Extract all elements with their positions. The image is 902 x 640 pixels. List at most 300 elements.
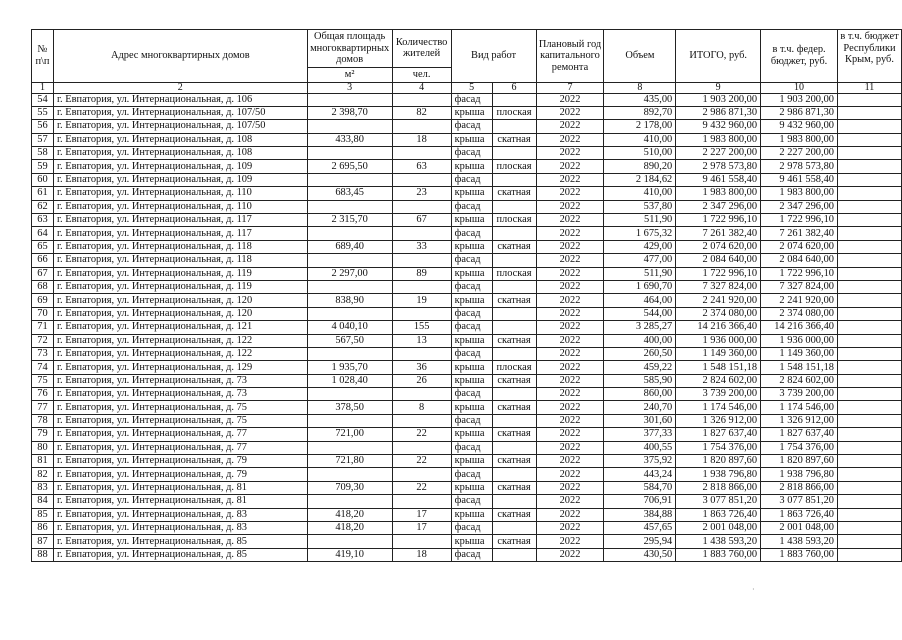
cell-crimea-budget	[837, 307, 901, 320]
cell-federal-budget: 1 722 996,10	[761, 267, 838, 280]
cell-federal-budget: 1 820 897,60	[761, 455, 838, 468]
column-number-cell: 4	[392, 82, 451, 93]
cell-roof-type: скатная	[492, 508, 536, 521]
table-row	[32, 187, 902, 200]
cell-row-number: 74	[32, 361, 54, 374]
cell-volume: 260,50	[604, 347, 676, 360]
cell-crimea-budget	[837, 401, 901, 414]
cell-row-number: 86	[32, 522, 54, 535]
cell-federal-budget: 1 149 360,00	[761, 347, 838, 360]
cell-address: г. Евпатория, ул. Интернациональная, д. 73	[53, 374, 307, 387]
cell-volume: 706,91	[604, 495, 676, 508]
cell-volume: 375,92	[604, 455, 676, 468]
header-residents: Количество жителей	[392, 30, 451, 68]
cell-crimea-budget	[837, 548, 901, 561]
cell-work-kind: фасад	[451, 548, 492, 561]
cell-crimea-budget	[837, 240, 901, 253]
cell-residents: 19	[392, 294, 451, 307]
cell-area	[307, 468, 392, 481]
cell-crimea-budget	[837, 441, 901, 454]
cell-residents: 18	[392, 548, 451, 561]
cell-total: 1 938 796,80	[676, 468, 761, 481]
cell-crimea-budget	[837, 294, 901, 307]
cell-volume: 3 285,27	[604, 321, 676, 334]
cell-area	[307, 200, 392, 213]
cell-roof-type	[492, 347, 536, 360]
cell-federal-budget: 2 986 871,30	[761, 106, 838, 119]
cell-crimea-budget	[837, 374, 901, 387]
cell-volume: 443,24	[604, 468, 676, 481]
cell-total: 2 227 200,00	[676, 147, 761, 160]
column-number-cell: 8	[604, 82, 676, 93]
table-row	[32, 267, 902, 280]
cell-area	[307, 120, 392, 133]
cell-row-number: 84	[32, 495, 54, 508]
cell-address: г. Евпатория, ул. Интернациональная, д. 85	[53, 548, 307, 561]
cell-area: 689,40	[307, 240, 392, 253]
cell-address: г. Евпатория, ул. Интернациональная, д. 106	[53, 93, 307, 106]
cell-row-number: 69	[32, 294, 54, 307]
cell-address: г. Евпатория, ул. Интернациональная, д. 109	[53, 160, 307, 173]
cell-work-kind: фасад	[451, 307, 492, 320]
cell-planned-year: 2022	[536, 334, 604, 347]
cell-volume: 511,90	[604, 267, 676, 280]
cell-address: г. Евпатория, ул. Интернациональная, д. 83	[53, 508, 307, 521]
document-page	[31, 29, 902, 562]
cell-federal-budget: 7 261 382,40	[761, 227, 838, 240]
cell-crimea-budget	[837, 481, 901, 494]
cell-address: г. Евпатория, ул. Интернациональная, д. 109	[53, 173, 307, 186]
cell-total: 1 903 200,00	[676, 93, 761, 106]
cell-roof-type	[492, 441, 536, 454]
cell-volume: 377,33	[604, 428, 676, 441]
cell-crimea-budget	[837, 147, 901, 160]
cell-address: г. Евпатория, ул. Интернациональная, д. 85	[53, 535, 307, 548]
cell-roof-type: скатная	[492, 240, 536, 253]
cell-total: 9 461 558,40	[676, 173, 761, 186]
cell-crimea-budget	[837, 428, 901, 441]
cell-residents	[392, 173, 451, 186]
cell-work-kind: фасад	[451, 495, 492, 508]
table-row	[32, 120, 902, 133]
cell-crimea-budget	[837, 160, 901, 173]
cell-work-kind: крыша	[451, 240, 492, 253]
cell-residents	[392, 227, 451, 240]
cell-planned-year: 2022	[536, 160, 604, 173]
cell-crimea-budget	[837, 347, 901, 360]
cell-work-kind: фасад	[451, 280, 492, 293]
cell-work-kind: фасад	[451, 200, 492, 213]
cell-area: 721,00	[307, 428, 392, 441]
cell-volume: 429,00	[604, 240, 676, 253]
cell-crimea-budget	[837, 106, 901, 119]
table-row	[32, 548, 902, 561]
column-number-cell: 2	[53, 82, 307, 93]
cell-volume: 860,00	[604, 388, 676, 401]
cell-roof-type: скатная	[492, 401, 536, 414]
cell-residents	[392, 93, 451, 106]
cell-planned-year: 2022	[536, 535, 604, 548]
cell-crimea-budget	[837, 508, 901, 521]
cell-address: г. Евпатория, ул. Интернациональная, д. 77	[53, 441, 307, 454]
cell-crimea-budget	[837, 280, 901, 293]
cell-total: 14 216 366,40	[676, 321, 761, 334]
cell-address: г. Евпатория, ул. Интернациональная, д. 120	[53, 294, 307, 307]
cell-area: 419,10	[307, 548, 392, 561]
cell-crimea-budget	[837, 173, 901, 186]
cell-planned-year: 2022	[536, 508, 604, 521]
cell-crimea-budget	[837, 227, 901, 240]
cell-crimea-budget	[837, 254, 901, 267]
cell-work-kind: фасад	[451, 227, 492, 240]
cell-residents: 26	[392, 374, 451, 387]
cell-planned-year: 2022	[536, 173, 604, 186]
cell-planned-year: 2022	[536, 522, 604, 535]
cell-area: 418,20	[307, 522, 392, 535]
cell-crimea-budget	[837, 133, 901, 146]
cell-work-kind: крыша	[451, 133, 492, 146]
cell-total: 1 548 151,18	[676, 361, 761, 374]
cell-crimea-budget	[837, 200, 901, 213]
cell-residents: 13	[392, 334, 451, 347]
cell-crimea-budget	[837, 214, 901, 227]
cell-planned-year: 2022	[536, 455, 604, 468]
cell-work-kind: фасад	[451, 321, 492, 334]
cell-row-number: 75	[32, 374, 54, 387]
cell-planned-year: 2022	[536, 481, 604, 494]
capital-repair-table	[31, 29, 902, 562]
cell-residents: 82	[392, 106, 451, 119]
cell-area	[307, 254, 392, 267]
cell-federal-budget: 3 077 851,20	[761, 495, 838, 508]
cell-work-kind: крыша	[451, 361, 492, 374]
cell-work-kind: фасад	[451, 522, 492, 535]
cell-row-number: 77	[32, 401, 54, 414]
cell-volume: 477,00	[604, 254, 676, 267]
cell-planned-year: 2022	[536, 267, 604, 280]
cell-row-number: 58	[32, 147, 54, 160]
cell-federal-budget: 1 983 800,00	[761, 133, 838, 146]
cell-work-kind: крыша	[451, 187, 492, 200]
cell-planned-year: 2022	[536, 280, 604, 293]
cell-area: 721,80	[307, 455, 392, 468]
cell-residents: 89	[392, 267, 451, 280]
cell-area	[307, 147, 392, 160]
header-address: Адрес многоквартирных домов	[53, 30, 307, 83]
cell-total: 1 174 546,00	[676, 401, 761, 414]
cell-row-number: 82	[32, 468, 54, 481]
header-area: Общая площадь многоквартирных домов	[307, 30, 392, 68]
column-number-row	[32, 82, 902, 93]
table-row	[32, 347, 902, 360]
cell-work-kind: крыша	[451, 401, 492, 414]
cell-federal-budget: 1 883 760,00	[761, 548, 838, 561]
cell-roof-type	[492, 280, 536, 293]
header-work-type: Вид работ	[451, 30, 536, 83]
table-row	[32, 160, 902, 173]
cell-work-kind: крыша	[451, 106, 492, 119]
cell-total: 2 074 620,00	[676, 240, 761, 253]
cell-roof-type	[492, 495, 536, 508]
cell-federal-budget: 1 983 800,00	[761, 187, 838, 200]
cell-crimea-budget	[837, 522, 901, 535]
cell-federal-budget: 1 863 726,40	[761, 508, 838, 521]
cell-row-number: 81	[32, 455, 54, 468]
cell-address: г. Евпатория, ул. Интернациональная, д. 118	[53, 254, 307, 267]
cell-volume: 410,00	[604, 187, 676, 200]
cell-planned-year: 2022	[536, 321, 604, 334]
cell-total: 2 824 602,00	[676, 374, 761, 387]
cell-planned-year: 2022	[536, 147, 604, 160]
cell-volume: 1 675,32	[604, 227, 676, 240]
cell-residents: 18	[392, 133, 451, 146]
cell-planned-year: 2022	[536, 294, 604, 307]
cell-address: г. Евпатория, ул. Интернациональная, д. 129	[53, 361, 307, 374]
cell-planned-year: 2022	[536, 187, 604, 200]
cell-address: г. Евпатория, ул. Интернациональная, д. 108	[53, 133, 307, 146]
table-row	[32, 334, 902, 347]
cell-federal-budget: 1 754 376,00	[761, 441, 838, 454]
cell-residents	[392, 120, 451, 133]
cell-planned-year: 2022	[536, 374, 604, 387]
cell-address: г. Евпатория, ул. Интернациональная, д. 107/50	[53, 106, 307, 119]
cell-federal-budget: 2 978 573,80	[761, 160, 838, 173]
cell-work-kind: фасад	[451, 120, 492, 133]
cell-volume: 510,00	[604, 147, 676, 160]
header-federal-budget: в т.ч. федер. бюджет, руб.	[761, 30, 838, 83]
cell-planned-year: 2022	[536, 227, 604, 240]
cell-residents	[392, 414, 451, 427]
cell-work-kind: фасад	[451, 347, 492, 360]
cell-crimea-budget	[837, 361, 901, 374]
cell-work-kind: крыша	[451, 294, 492, 307]
table-row	[32, 93, 902, 106]
cell-row-number: 70	[32, 307, 54, 320]
cell-residents	[392, 280, 451, 293]
cell-volume: 585,90	[604, 374, 676, 387]
cell-area: 2 315,70	[307, 214, 392, 227]
cell-area: 683,45	[307, 187, 392, 200]
cell-roof-type: скатная	[492, 535, 536, 548]
cell-planned-year: 2022	[536, 468, 604, 481]
cell-row-number: 55	[32, 106, 54, 119]
cell-total: 2 818 866,00	[676, 481, 761, 494]
cell-row-number: 62	[32, 200, 54, 213]
cell-federal-budget: 1 938 796,80	[761, 468, 838, 481]
cell-row-number: 80	[32, 441, 54, 454]
cell-roof-type: плоская	[492, 214, 536, 227]
table-row	[32, 455, 902, 468]
cell-residents: 17	[392, 508, 451, 521]
cell-row-number: 73	[32, 347, 54, 360]
cell-federal-budget: 2 347 296,00	[761, 200, 838, 213]
cell-planned-year: 2022	[536, 347, 604, 360]
cell-crimea-budget	[837, 120, 901, 133]
cell-crimea-budget	[837, 414, 901, 427]
cell-area	[307, 227, 392, 240]
cell-row-number: 61	[32, 187, 54, 200]
cell-address: г. Евпатория, ул. Интернациональная, д. 117	[53, 214, 307, 227]
cell-area	[307, 307, 392, 320]
cell-work-kind: фасад	[451, 388, 492, 401]
cell-crimea-budget	[837, 93, 901, 106]
cell-roof-type: скатная	[492, 133, 536, 146]
cell-total: 1 722 996,10	[676, 214, 761, 227]
table-row	[32, 173, 902, 186]
cell-total: 1 149 360,00	[676, 347, 761, 360]
cell-volume: 435,00	[604, 93, 676, 106]
cell-total: 1 883 760,00	[676, 548, 761, 561]
cell-address: г. Евпатория, ул. Интернациональная, д. 75	[53, 414, 307, 427]
cell-federal-budget: 1 548 151,18	[761, 361, 838, 374]
cell-address: г. Евпатория, ул. Интернациональная, д. 81	[53, 495, 307, 508]
cell-work-kind: крыша	[451, 160, 492, 173]
cell-residents	[392, 347, 451, 360]
cell-residents: 36	[392, 361, 451, 374]
cell-planned-year: 2022	[536, 133, 604, 146]
cell-row-number: 66	[32, 254, 54, 267]
table-row	[32, 321, 902, 334]
cell-volume: 430,50	[604, 548, 676, 561]
cell-volume: 459,22	[604, 361, 676, 374]
cell-work-kind: фасад	[451, 414, 492, 427]
cell-row-number: 78	[32, 414, 54, 427]
table-row	[32, 240, 902, 253]
table-row	[32, 227, 902, 240]
cell-area	[307, 414, 392, 427]
cell-total: 2 374 080,00	[676, 307, 761, 320]
cell-address: г. Евпатория, ул. Интернациональная, д. 79	[53, 468, 307, 481]
cell-roof-type	[492, 93, 536, 106]
cell-planned-year: 2022	[536, 441, 604, 454]
cell-roof-type	[492, 147, 536, 160]
cell-work-kind: фасад	[451, 93, 492, 106]
cell-address: г. Евпатория, ул. Интернациональная, д. 117	[53, 227, 307, 240]
cell-federal-budget: 3 739 200,00	[761, 388, 838, 401]
table-row	[32, 133, 902, 146]
column-number-cell: 9	[676, 82, 761, 93]
cell-residents: 63	[392, 160, 451, 173]
cell-work-kind: крыша	[451, 481, 492, 494]
cell-residents	[392, 495, 451, 508]
cell-crimea-budget	[837, 267, 901, 280]
cell-roof-type: скатная	[492, 294, 536, 307]
cell-area	[307, 495, 392, 508]
cell-total: 3 739 200,00	[676, 388, 761, 401]
cell-address: г. Евпатория, ул. Интернациональная, д. 83	[53, 522, 307, 535]
cell-residents	[392, 441, 451, 454]
cell-roof-type	[492, 468, 536, 481]
cell-federal-budget: 2 241 920,00	[761, 294, 838, 307]
cell-total: 1 754 376,00	[676, 441, 761, 454]
cell-row-number: 68	[32, 280, 54, 293]
cell-residents: 23	[392, 187, 451, 200]
cell-residents	[392, 307, 451, 320]
cell-address: г. Евпатория, ул. Интернациональная, д. 118	[53, 240, 307, 253]
header-total: ИТОГО, руб.	[676, 30, 761, 83]
cell-total: 7 261 382,40	[676, 227, 761, 240]
cell-work-kind: фасад	[451, 147, 492, 160]
cell-planned-year: 2022	[536, 307, 604, 320]
cell-federal-budget: 2 374 080,00	[761, 307, 838, 320]
cell-volume: 457,65	[604, 522, 676, 535]
cell-row-number: 71	[32, 321, 54, 334]
cell-residents	[392, 468, 451, 481]
cell-total: 1 438 593,20	[676, 535, 761, 548]
cell-volume: 892,70	[604, 106, 676, 119]
cell-volume: 544,00	[604, 307, 676, 320]
cell-crimea-budget	[837, 495, 901, 508]
cell-total: 2 986 871,30	[676, 106, 761, 119]
cell-area: 709,30	[307, 481, 392, 494]
cell-residents: 155	[392, 321, 451, 334]
cell-row-number: 87	[32, 535, 54, 548]
column-number-cell: 7	[536, 82, 604, 93]
cell-row-number: 65	[32, 240, 54, 253]
column-number-cell: 10	[761, 82, 838, 93]
cell-work-kind: крыша	[451, 535, 492, 548]
cell-roof-type: плоская	[492, 160, 536, 173]
cell-work-kind: фасад	[451, 254, 492, 267]
header-residents-unit: чел.	[392, 67, 451, 82]
cell-roof-type: скатная	[492, 481, 536, 494]
cell-total: 1 936 000,00	[676, 334, 761, 347]
cell-federal-budget: 9 461 558,40	[761, 173, 838, 186]
cell-address: г. Евпатория, ул. Интернациональная, д. 81	[53, 481, 307, 494]
table-row	[32, 214, 902, 227]
cell-planned-year: 2022	[536, 120, 604, 133]
cell-federal-budget: 14 216 366,40	[761, 321, 838, 334]
table-row	[32, 374, 902, 387]
cell-residents	[392, 254, 451, 267]
cell-row-number: 72	[32, 334, 54, 347]
cell-federal-budget: 9 432 960,00	[761, 120, 838, 133]
table-row	[32, 468, 902, 481]
table-row	[32, 307, 902, 320]
table-row	[32, 254, 902, 267]
cell-roof-type	[492, 321, 536, 334]
cell-residents: 33	[392, 240, 451, 253]
cell-federal-budget: 2 074 620,00	[761, 240, 838, 253]
cell-federal-budget: 1 438 593,20	[761, 535, 838, 548]
cell-row-number: 63	[32, 214, 54, 227]
cell-work-kind: крыша	[451, 455, 492, 468]
cell-area	[307, 388, 392, 401]
cell-area: 1 028,40	[307, 374, 392, 387]
cell-planned-year: 2022	[536, 414, 604, 427]
cell-federal-budget: 2 084 640,00	[761, 254, 838, 267]
cell-planned-year: 2022	[536, 214, 604, 227]
cell-planned-year: 2022	[536, 495, 604, 508]
cell-work-kind: крыша	[451, 334, 492, 347]
cell-volume: 400,55	[604, 441, 676, 454]
cell-address: г. Евпатория, ул. Интернациональная, д. 110	[53, 187, 307, 200]
cell-planned-year: 2022	[536, 240, 604, 253]
table-row	[32, 441, 902, 454]
cell-total: 1 863 726,40	[676, 508, 761, 521]
cell-volume: 301,60	[604, 414, 676, 427]
cell-total: 2 978 573,80	[676, 160, 761, 173]
table-row	[32, 522, 902, 535]
cell-roof-type	[492, 200, 536, 213]
cell-area	[307, 535, 392, 548]
scan-speck: ·	[752, 585, 755, 594]
cell-address: г. Евпатория, ул. Интернациональная, д. 79	[53, 455, 307, 468]
cell-roof-type: скатная	[492, 334, 536, 347]
cell-volume: 537,80	[604, 200, 676, 213]
cell-area: 567,50	[307, 334, 392, 347]
cell-work-kind: фасад	[451, 468, 492, 481]
